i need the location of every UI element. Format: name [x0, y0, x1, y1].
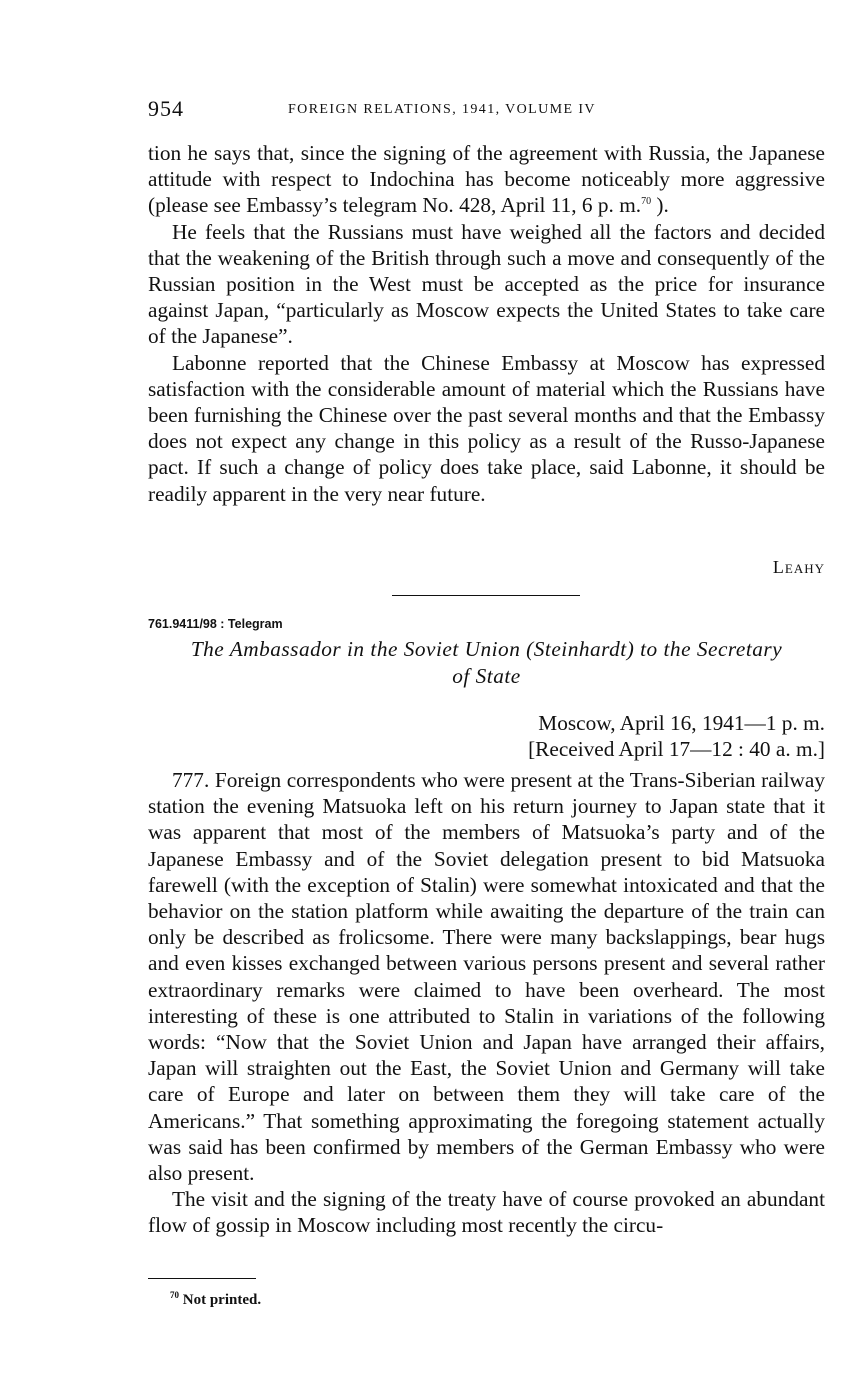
paragraph-text: tion he says that, since the signing of the agreement with Russia, the Japanese attitude with respect to Indochina has become noticeably more aggressive (please see Embassy’s telegram No. 428, April 11, 6 p. m. [148, 141, 825, 218]
paragraph-continued [148, 140, 825, 219]
document-heading [148, 636, 825, 690]
page-number: 954 [148, 96, 184, 121]
telegram-body [148, 767, 825, 1239]
paragraph-text-end: ). [651, 193, 669, 218]
paragraph: Labonne reported that the Chinese Embassy at Moscow has expressed satisfaction with the considerable amount of material which the Russians have been furnishing the Chinese over the past several months and that the Embassy does not expect any change in this policy as a result of the Russo-Japanese pact. If such a change of policy does take place, said Labonne, it should be readily apparent in the very near future. [148, 350, 825, 506]
dateline: Moscow, April 16, 1941—1 p. m. [538, 711, 825, 735]
file-reference: 761.9411/98 : Telegram [148, 617, 283, 631]
signature: Leahy [772, 557, 825, 577]
footnote-reference: 70 [641, 196, 652, 208]
received-line: [Received April 17—12 : 40 a. m.] [528, 737, 825, 761]
continued-telegram-text [148, 140, 825, 507]
paragraph: He feels that the Russians must have weighed all the factors and decided that the weakening of the British through such a move and consequently of the Russian position in the West must be accepted as the price for insurance against Japan, “particularly as Moscow expects the United States to take care of the Japanese”. [148, 219, 825, 349]
footnote [170, 1292, 261, 1309]
footnote-marker: 70 [170, 1290, 179, 1300]
running-header [148, 96, 825, 126]
paragraph: 777. Foreign correspondents who were present at the Trans-Siberian railway station the evening Matsuoka left on his return journey to Japan state that it was apparent that most of the members of Matsuoka’s party and of the Japanese Embassy and of the Soviet delegation present to bid Matsuoka farewell (with the exception of Stalin) were somewhat intoxicated and that the behavior on the station platform while awaiting the departure of the train can only be described as frolicsome. There were many backslappings, bear hugs and even kisses exchanged between various persons present and several rather extraordinary remarks were claimed to have been overheard. The most interesting of these is one attributed to Stalin in variations of the following words: “Now that the Soviet Union and Japan have arranged their affairs, Japan will straighten out the East, the Soviet Union and Germany will take care of Europe and later on between them they will take care of the Americans.” That something approximating the foregoing statement actually was said has been confirmed by members of the German Embassy who were also present. [148, 768, 825, 1186]
heading-line: The Ambassador in the Soviet Union (Steinhardt) to the Secretary [190, 637, 783, 661]
heading-line: of State [452, 664, 521, 688]
footnote-text: Not printed. [179, 1292, 262, 1308]
paragraph: The visit and the signing of the treaty have of course provoked an abundant flow of gossip in Moscow including most recently the circu- [148, 1187, 825, 1238]
running-title: FOREIGN RELATIONS, 1941, VOLUME IV [288, 102, 596, 117]
footnote-divider [148, 1278, 256, 1279]
section-divider [392, 595, 580, 596]
